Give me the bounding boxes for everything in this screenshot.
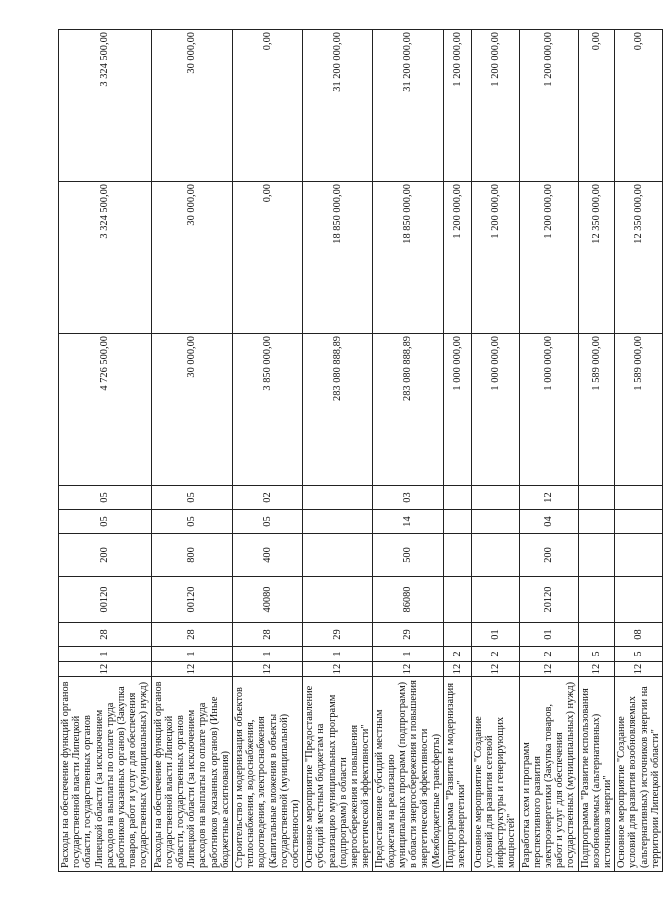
table-row — [519, 30, 578, 872]
code-cell: 28 — [151, 623, 232, 647]
table-row — [303, 30, 373, 872]
code-cell: 28 — [233, 623, 303, 647]
code-cell — [303, 510, 373, 534]
amount-cell: 12 350 000,00 — [615, 182, 663, 334]
amount-cell: 12 350 000,00 — [578, 182, 615, 334]
table-row — [233, 30, 303, 872]
row-name-cell: Основное мероприятие "Создание условий для развития возобновляемых (альтернативных) источников энергии на территории Липецкой области" — [615, 677, 663, 872]
code-cell: 12 — [578, 662, 615, 677]
code-cell: 1 — [303, 647, 373, 662]
code-cell — [303, 486, 373, 510]
code-cell: 800 — [151, 534, 232, 577]
code-cell: 12 — [471, 662, 519, 677]
code-cell: 03 — [373, 486, 443, 510]
amount-cell: 3 850 000,00 — [233, 334, 303, 486]
code-cell: 05 — [151, 486, 232, 510]
code-cell: 05 — [233, 510, 303, 534]
table-row — [615, 30, 663, 872]
code-cell: 12 — [443, 662, 471, 677]
code-cell: 01 — [519, 623, 578, 647]
code-cell: 01 — [471, 623, 519, 647]
code-cell — [471, 486, 519, 510]
code-cell — [471, 510, 519, 534]
amount-cell: 1 589 000,00 — [615, 334, 663, 486]
table-row — [443, 30, 471, 872]
amount-cell: 31 200 000,00 — [373, 30, 443, 182]
code-cell: 12 — [233, 662, 303, 677]
code-cell: 00120 — [151, 577, 232, 623]
amount-cell: 1 200 000,00 — [443, 182, 471, 334]
code-cell: 12 — [519, 662, 578, 677]
code-cell: 2 — [519, 647, 578, 662]
code-cell — [615, 577, 663, 623]
code-cell: 200 — [519, 534, 578, 577]
code-cell: 04 — [519, 510, 578, 534]
code-cell — [471, 577, 519, 623]
code-cell: 05 — [151, 510, 232, 534]
row-name-cell: Расходы на обеспечение функций органов государственной власти Липецкой области, государственных органов Липецкой области (за исключением расходов на выплаты по оплате труда работников указанных органов) (Иные бюджетные ассигнования) — [151, 677, 232, 872]
code-cell: 08 — [615, 623, 663, 647]
code-cell: 05 — [59, 510, 152, 534]
amount-cell: 1 200 000,00 — [519, 182, 578, 334]
code-cell — [443, 534, 471, 577]
amount-cell: 0,00 — [615, 30, 663, 182]
code-cell: 12 — [615, 662, 663, 677]
amount-cell: 1 200 000,00 — [471, 182, 519, 334]
amount-cell: 0,00 — [233, 182, 303, 334]
amount-cell: 30 000,00 — [151, 30, 232, 182]
code-cell: 12 — [59, 662, 152, 677]
code-cell: 02 — [233, 486, 303, 510]
code-cell: 1 — [233, 647, 303, 662]
amount-cell: 31 200 000,00 — [303, 30, 373, 182]
code-cell: 1 — [373, 647, 443, 662]
code-cell — [443, 486, 471, 510]
amount-cell: 1 000 000,00 — [471, 334, 519, 486]
rotated-page — [58, 30, 661, 872]
amount-cell: 1 200 000,00 — [471, 30, 519, 182]
code-cell — [578, 577, 615, 623]
amount-cell: 1 000 000,00 — [443, 334, 471, 486]
table-row — [373, 30, 443, 872]
amount-cell: 30 000,00 — [151, 182, 232, 334]
code-cell — [471, 534, 519, 577]
code-cell — [443, 510, 471, 534]
code-cell: 12 — [303, 662, 373, 677]
code-cell: 12 — [519, 486, 578, 510]
code-cell: 1 — [151, 647, 232, 662]
row-name-cell: Разработка схем и программ перспективного развития электроэнергетики (Закупка товаров, работ и услуг для обеспечения государственных (муниципальных) нужд) — [519, 677, 578, 872]
table-row — [59, 30, 152, 872]
code-cell: 12 — [373, 662, 443, 677]
amount-cell: 1 200 000,00 — [443, 30, 471, 182]
code-cell — [578, 623, 615, 647]
amount-cell: 18 850 000,00 — [303, 182, 373, 334]
code-cell: 28 — [59, 623, 152, 647]
code-cell — [615, 534, 663, 577]
budget-table — [58, 29, 663, 872]
code-cell: 20120 — [519, 577, 578, 623]
amount-cell: 18 850 000,00 — [373, 182, 443, 334]
amount-cell: 1 000 000,00 — [519, 334, 578, 486]
code-cell: 5 — [615, 647, 663, 662]
amount-cell: 4 726 500,00 — [59, 334, 152, 486]
amount-cell: 30 000,00 — [151, 334, 232, 486]
amount-cell: 0,00 — [578, 30, 615, 182]
code-cell: 2 — [443, 647, 471, 662]
code-cell: 1 — [59, 647, 152, 662]
code-cell: 86080 — [373, 577, 443, 623]
row-name-cell: Основное мероприятие "Предоставление субсидий местным бюджетам на реализацию муниципальных программ (подпрограмм) в области энергосбережения и повышения энергетической эффективности" — [303, 677, 373, 872]
code-cell — [578, 486, 615, 510]
code-cell: 14 — [373, 510, 443, 534]
code-cell: 29 — [303, 623, 373, 647]
code-cell: 400 — [233, 534, 303, 577]
table-row — [578, 30, 615, 872]
row-name-cell: Подпрограмма "Развитие использования возобновляемых (альтернативных) источников энергии" — [578, 677, 615, 872]
amount-cell: 3 324 500,00 — [59, 30, 152, 182]
amount-cell: 283 080 888,89 — [373, 334, 443, 486]
code-cell: 05 — [59, 486, 152, 510]
amount-cell: 3 324 500,00 — [59, 182, 152, 334]
code-cell — [443, 623, 471, 647]
code-cell — [578, 534, 615, 577]
amount-cell: 283 080 888,89 — [303, 334, 373, 486]
code-cell: 2 — [471, 647, 519, 662]
code-cell — [615, 486, 663, 510]
code-cell: 500 — [373, 534, 443, 577]
code-cell: 00120 — [59, 577, 152, 623]
table-row — [471, 30, 519, 872]
amount-cell: 0,00 — [233, 30, 303, 182]
row-name-cell: Предоставление субсидий местным бюджетам на реализацию муниципальных программ (подпрограмм) в области энергосбережения и повышения энергетической эффективности (Межбюджетные трансферты) — [373, 677, 443, 872]
row-name-cell: Расходы на обеспечение функций органов государственной власти Липецкой области, государственных органов Липецкой области (за исключением расходов на выплаты по оплате труда работников указанных органов) (Закупка товаров, работ и услуг для обеспечения государственных (муниципальных) нужд) — [59, 677, 152, 872]
code-cell — [303, 577, 373, 623]
row-name-cell: Подпрограмма "Развитие и модернизация электроэнергетики" — [443, 677, 471, 872]
code-cell: 12 — [151, 662, 232, 677]
code-cell — [578, 510, 615, 534]
code-cell: 29 — [373, 623, 443, 647]
amount-cell: 1 200 000,00 — [519, 30, 578, 182]
code-cell: 40080 — [233, 577, 303, 623]
code-cell: 200 — [59, 534, 152, 577]
amount-cell: 1 589 000,00 — [578, 334, 615, 486]
code-cell — [615, 510, 663, 534]
table-body — [59, 30, 663, 872]
row-name-cell: Основное мероприятие "Создание условий для развития сетевой инфраструктуры и генерирующих мощностей" — [471, 677, 519, 872]
code-cell: 5 — [578, 647, 615, 662]
row-name-cell: Строительство и модернизация объектов теплоснабжения, водоснабжения, водоотведения, электроснабжения (Капитальные вложения в объекты государственной (муниципальной) собственности) — [233, 677, 303, 872]
table-row — [151, 30, 232, 872]
code-cell — [303, 534, 373, 577]
code-cell — [443, 577, 471, 623]
